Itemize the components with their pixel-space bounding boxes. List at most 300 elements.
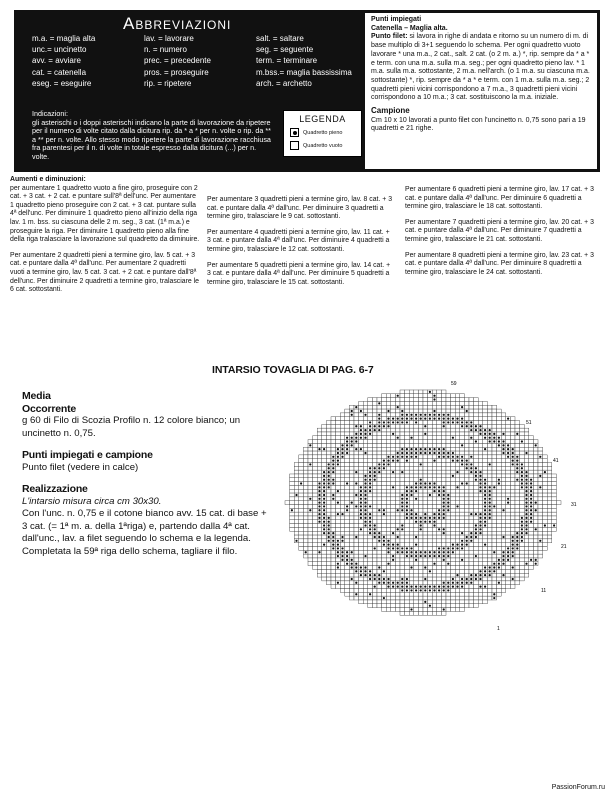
filled-cell-dot: [479, 490, 481, 492]
chart-cell: [400, 459, 405, 463]
filled-cell-dot: [544, 524, 546, 526]
filled-cell-dot: [383, 467, 385, 469]
chart-cell: [501, 482, 506, 486]
chart-cell: [506, 489, 511, 493]
chart-cell: [377, 516, 382, 520]
chart-cell: [441, 436, 446, 440]
filled-cell-dot: [525, 452, 527, 454]
filled-cell-dot: [378, 414, 380, 416]
chart-cell: [308, 478, 313, 482]
filled-cell-dot: [479, 586, 481, 588]
filled-cell-dot: [415, 456, 417, 458]
chart-cell: [372, 497, 377, 501]
chart-cell: [377, 512, 382, 516]
chart-cell: [294, 478, 299, 482]
filled-cell-dot: [516, 479, 518, 481]
chart-cell: [524, 447, 529, 451]
chart-cell: [391, 440, 396, 444]
chart-cell: [446, 566, 451, 570]
chart-cell: [487, 596, 492, 600]
chart-cell: [529, 447, 534, 451]
filled-cell-dot: [415, 586, 417, 588]
filled-cell-dot: [360, 574, 362, 576]
filled-cell-dot: [424, 601, 426, 603]
chart-cell: [345, 566, 350, 570]
chart-cell: [395, 592, 400, 596]
chart-cell: [414, 463, 419, 467]
chart-cell: [349, 451, 354, 455]
chart-cell: [474, 547, 479, 551]
chart-cell: [455, 554, 460, 558]
chart-cell: [395, 600, 400, 604]
chart-cell: [538, 451, 543, 455]
filled-cell-dot: [484, 502, 486, 504]
filled-cell-dot: [415, 452, 417, 454]
chart-cell: [414, 524, 419, 528]
chart-cell: [363, 459, 368, 463]
filled-cell-dot: [415, 448, 417, 450]
chart-cell: [492, 424, 497, 428]
filled-cell-dot: [535, 502, 537, 504]
chart-cell: [391, 413, 396, 417]
filled-cell-dot: [525, 486, 527, 488]
chart-cell: [409, 463, 414, 467]
filled-cell-dot: [378, 421, 380, 423]
chart-cell: [354, 417, 359, 421]
filled-cell-dot: [415, 421, 417, 423]
chart-cell: [464, 547, 469, 551]
filled-cell-dot: [374, 574, 376, 576]
chart-cell: [354, 589, 359, 593]
chart-cell: [515, 421, 520, 425]
filled-cell-dot: [337, 456, 339, 458]
chart-cell: [340, 417, 345, 421]
chart-cell: [400, 436, 405, 440]
filled-cell-dot: [397, 536, 399, 538]
chart-cell: [487, 539, 492, 543]
filled-cell-dot: [507, 448, 509, 450]
filled-cell-dot: [447, 421, 449, 423]
filled-cell-dot: [351, 563, 353, 565]
filled-cell-dot: [493, 593, 495, 595]
chart-cell: [455, 463, 460, 467]
chart-cell: [469, 474, 474, 478]
filled-cell-dot: [364, 574, 366, 576]
filled-cell-dot: [433, 490, 435, 492]
chart-cell: [451, 405, 456, 409]
chart-cell: [478, 493, 483, 497]
legend-title: LEGENDA: [299, 114, 346, 124]
chart-cell: [418, 611, 423, 615]
filled-cell-dot: [318, 448, 320, 450]
filled-cell-dot: [530, 490, 532, 492]
chart-cell: [455, 440, 460, 444]
chart-cell: [428, 409, 433, 413]
filled-cell-dot: [484, 509, 486, 511]
chart-cell: [377, 554, 382, 558]
chart-cell: [382, 409, 387, 413]
chart-cell: [501, 466, 506, 470]
filled-cell-dot: [328, 482, 330, 484]
chart-cell: [409, 592, 414, 596]
stitches-title: Punti impiegati: [371, 16, 422, 23]
chart-cell: [331, 573, 336, 577]
chart-cell: [363, 539, 368, 543]
chart-cell: [340, 505, 345, 509]
chart-cell: [529, 550, 534, 554]
chart-cell: [533, 505, 538, 509]
filled-cell-dot: [489, 433, 491, 435]
filled-cell-dot: [401, 456, 403, 458]
chart-cell: [446, 398, 451, 402]
chart-cell: [455, 436, 460, 440]
chart-cell: [428, 459, 433, 463]
filled-cell-dot: [392, 547, 394, 549]
chart-cell: [377, 455, 382, 459]
chart-cell: [294, 489, 299, 493]
chart-cell: [386, 535, 391, 539]
chart-cell: [299, 470, 304, 474]
filled-cell-dot: [332, 463, 334, 465]
filled-cell-dot: [470, 421, 472, 423]
chart-cell: [418, 543, 423, 547]
chart-cell: [506, 524, 511, 528]
chart-cell: [556, 501, 561, 505]
chart-cell: [418, 432, 423, 436]
chart-cell: [441, 428, 446, 432]
chart-cell: [326, 554, 331, 558]
chart-cell: [313, 443, 318, 447]
chart-cell: [354, 573, 359, 577]
chart-cell: [464, 550, 469, 554]
chart-cell: [395, 589, 400, 593]
chart-cell: [372, 520, 377, 524]
chart-cell: [359, 440, 364, 444]
chart-cell: [340, 478, 345, 482]
chart-cell: [492, 558, 497, 562]
filled-cell-dot: [378, 418, 380, 420]
chart-cell: [446, 459, 451, 463]
chart-cell: [533, 497, 538, 501]
filled-cell-dot: [364, 513, 366, 515]
chart-cell: [299, 531, 304, 535]
chart-cell: [492, 482, 497, 486]
chart-cell: [460, 466, 465, 470]
chart-cell: [391, 520, 396, 524]
chart-cell: [533, 485, 538, 489]
chart-cell: [460, 474, 465, 478]
chart-cell: [460, 592, 465, 596]
chart-cell: [428, 611, 433, 615]
chart-cell: [308, 527, 313, 531]
chart-cell: [506, 436, 511, 440]
chart-cell: [345, 466, 350, 470]
chart-cell: [299, 508, 304, 512]
filled-cell-dot: [498, 440, 500, 442]
filled-cell-dot: [378, 471, 380, 473]
chart-cell: [506, 466, 511, 470]
chart-cell: [474, 539, 479, 543]
chart-cell: [372, 451, 377, 455]
chart-cell: [336, 524, 341, 528]
chart-cell: [317, 459, 322, 463]
chart-cell: [317, 547, 322, 551]
chart-cell: [340, 508, 345, 512]
chart-cell: [478, 447, 483, 451]
chart-cell: [478, 543, 483, 547]
chart-cell: [308, 501, 313, 505]
chart-cell: [483, 558, 488, 562]
filled-cell-dot: [360, 513, 362, 515]
chart-cell: [510, 581, 515, 585]
filled-cell-dot: [337, 463, 339, 465]
chart-cell: [460, 596, 465, 600]
chart-cell: [326, 489, 331, 493]
chart-cell: [428, 608, 433, 612]
chart-cell: [382, 405, 387, 409]
chart-cell: [432, 493, 437, 497]
chart-cell: [497, 547, 502, 551]
filled-cell-dot: [378, 536, 380, 538]
abbr-item: m.a. = maglia alta: [32, 34, 96, 43]
chart-cell: [299, 524, 304, 528]
filled-cell-dot: [447, 505, 449, 507]
chart-cell: [395, 443, 400, 447]
chart-cell: [520, 428, 525, 432]
filled-cell-dot: [383, 597, 385, 599]
filled-cell-dot: [401, 578, 403, 580]
chart-cell: [428, 558, 433, 562]
chart-cell: [377, 543, 382, 547]
filled-cell-dot: [406, 586, 408, 588]
chart-cell: [363, 447, 368, 451]
filled-cell-dot: [470, 437, 472, 439]
chart-cell: [547, 527, 552, 531]
chart-cell: [469, 566, 474, 570]
filled-cell-dot: [516, 456, 518, 458]
abbr-item: salt. = saltare: [256, 34, 304, 43]
chart-cell: [510, 508, 515, 512]
chart-cell: [299, 547, 304, 551]
filled-cell-dot: [364, 452, 366, 454]
chart-cell: [460, 413, 465, 417]
chart-cell: [515, 573, 520, 577]
filled-cell-dot: [369, 433, 371, 435]
chart-cell: [432, 470, 437, 474]
chart-cell: [391, 398, 396, 402]
filled-cell-dot: [530, 486, 532, 488]
filled-cell-dot: [401, 524, 403, 526]
chart-cell: [386, 505, 391, 509]
chart-cell: [455, 493, 460, 497]
chart-cell: [529, 455, 534, 459]
chart-cell: [382, 501, 387, 505]
chart-cell: [543, 531, 548, 535]
chart-cell: [460, 527, 465, 531]
filled-cell-dot: [360, 494, 362, 496]
filled-cell-dot: [452, 460, 454, 462]
chart-cell: [455, 398, 460, 402]
abbr-item: n. = numero: [144, 45, 187, 55]
chart-cell: [469, 508, 474, 512]
filled-cell-dot: [415, 513, 417, 515]
filled-cell-dot: [410, 456, 412, 458]
chart-cell: [428, 592, 433, 596]
chart-cell: [405, 394, 410, 398]
chart-cell: [391, 474, 396, 478]
chart-cell: [441, 520, 446, 524]
chart-cell: [317, 455, 322, 459]
chart-cell: [446, 604, 451, 608]
chart-cell: [400, 558, 405, 562]
chart-cell: [313, 440, 318, 444]
chart-cell: [464, 413, 469, 417]
chart-cell: [349, 428, 354, 432]
chart-cell: [515, 524, 520, 528]
chart-cell: [497, 463, 502, 467]
chart-cell: [474, 417, 479, 421]
filled-cell-dot: [521, 482, 523, 484]
filled-cell-dot: [512, 540, 514, 542]
chart-cell: [446, 409, 451, 413]
chart-cell: [543, 501, 548, 505]
chart-cell: [552, 512, 557, 516]
chart-cell: [372, 440, 377, 444]
chart-cell: [372, 569, 377, 573]
chart-cell: [469, 497, 474, 501]
chart-cell: [317, 527, 322, 531]
chart-cell: [363, 562, 368, 566]
chart-cell: [487, 455, 492, 459]
filled-cell-dot: [360, 498, 362, 500]
chart-cell: [382, 550, 387, 554]
filled-cell-dot: [328, 517, 330, 519]
chart-cell: [501, 520, 506, 524]
filled-cell-dot: [447, 452, 449, 454]
filled-cell-dot: [535, 563, 537, 565]
chart-cell: [437, 398, 442, 402]
chart-cell: [400, 596, 405, 600]
filled-cell-dot: [475, 475, 477, 477]
filled-cell-dot: [466, 463, 468, 465]
chart-cell: [451, 394, 456, 398]
filled-cell-dot: [397, 406, 399, 408]
filled-cell-dot: [410, 513, 412, 515]
filled-cell-dot: [424, 414, 426, 416]
chart-cell: [478, 566, 483, 570]
chart-cell: [432, 390, 437, 394]
chart-cell: [501, 459, 506, 463]
chart-cell: [510, 421, 515, 425]
filled-cell-dot: [498, 559, 500, 561]
filled-cell-dot: [323, 471, 325, 473]
chart-cell: [363, 547, 368, 551]
chart-cell: [464, 573, 469, 577]
chart-cell: [451, 424, 456, 428]
filled-cell-dot: [438, 547, 440, 549]
chart-cell: [446, 440, 451, 444]
chart-cell: [368, 409, 373, 413]
chart-cell: [391, 566, 396, 570]
filled-cell-dot: [374, 429, 376, 431]
filled-cell-dot: [295, 494, 297, 496]
chart-cell: [515, 485, 520, 489]
chart-cell: [409, 558, 414, 562]
chart-cell: [317, 554, 322, 558]
chart-cell: [354, 596, 359, 600]
chart-cell: [313, 436, 318, 440]
chart-cell: [497, 474, 502, 478]
chart-cell: [428, 562, 433, 566]
chart-cell: [377, 478, 382, 482]
chart-cell: [409, 604, 414, 608]
filled-cell-dot: [369, 513, 371, 515]
chart-cell: [359, 539, 364, 543]
chart-cell: [501, 527, 506, 531]
chart-cell: [326, 451, 331, 455]
chart-cell: [368, 463, 373, 467]
chart-cell: [313, 505, 318, 509]
filled-cell-dot: [452, 452, 454, 454]
chart-cell: [441, 401, 446, 405]
chart-cell: [483, 401, 488, 405]
chart-cell: [538, 512, 543, 516]
filled-cell-dot: [489, 517, 491, 519]
filled-cell-dot: [401, 448, 403, 450]
filled-cell-dot: [420, 528, 422, 530]
chart-cell: [391, 592, 396, 596]
chart-cell: [451, 478, 456, 482]
chart-cell: [441, 573, 446, 577]
chart-cell: [469, 440, 474, 444]
filled-cell-dot: [392, 555, 394, 557]
chart-cell: [368, 493, 373, 497]
filled-cell-dot: [443, 582, 445, 584]
chart-cell: [501, 512, 506, 516]
chart-cell: [483, 413, 488, 417]
chart-cell: [308, 505, 313, 509]
chart-cell: [515, 501, 520, 505]
chart-cell: [460, 573, 465, 577]
chart-cell: [405, 524, 410, 528]
chart-cell: [460, 440, 465, 444]
filled-cell-dot: [507, 452, 509, 454]
filled-cell-dot: [401, 509, 403, 511]
filled-cell-dot: [387, 563, 389, 565]
chart-cell: [432, 432, 437, 436]
chart-cell: [487, 531, 492, 535]
chart-cell: [515, 505, 520, 509]
chart-cell: [432, 424, 437, 428]
chart-cell: [515, 428, 520, 432]
chart-cell: [492, 478, 497, 482]
chart-cell: [317, 558, 322, 562]
chart-cell: [377, 489, 382, 493]
chart-cell: [386, 508, 391, 512]
chart-cell: [437, 459, 442, 463]
filled-cell-dot: [438, 586, 440, 588]
chart-cell: [400, 611, 405, 615]
filled-cell-dot: [525, 528, 527, 530]
chart-cell: [474, 459, 479, 463]
chart-cell: [313, 455, 318, 459]
chart-cell: [497, 455, 502, 459]
chart-cell: [331, 550, 336, 554]
filled-cell-dot: [364, 494, 366, 496]
filled-cell-dot: [429, 586, 431, 588]
filled-cell-dot: [392, 486, 394, 488]
chart-cell: [520, 493, 525, 497]
